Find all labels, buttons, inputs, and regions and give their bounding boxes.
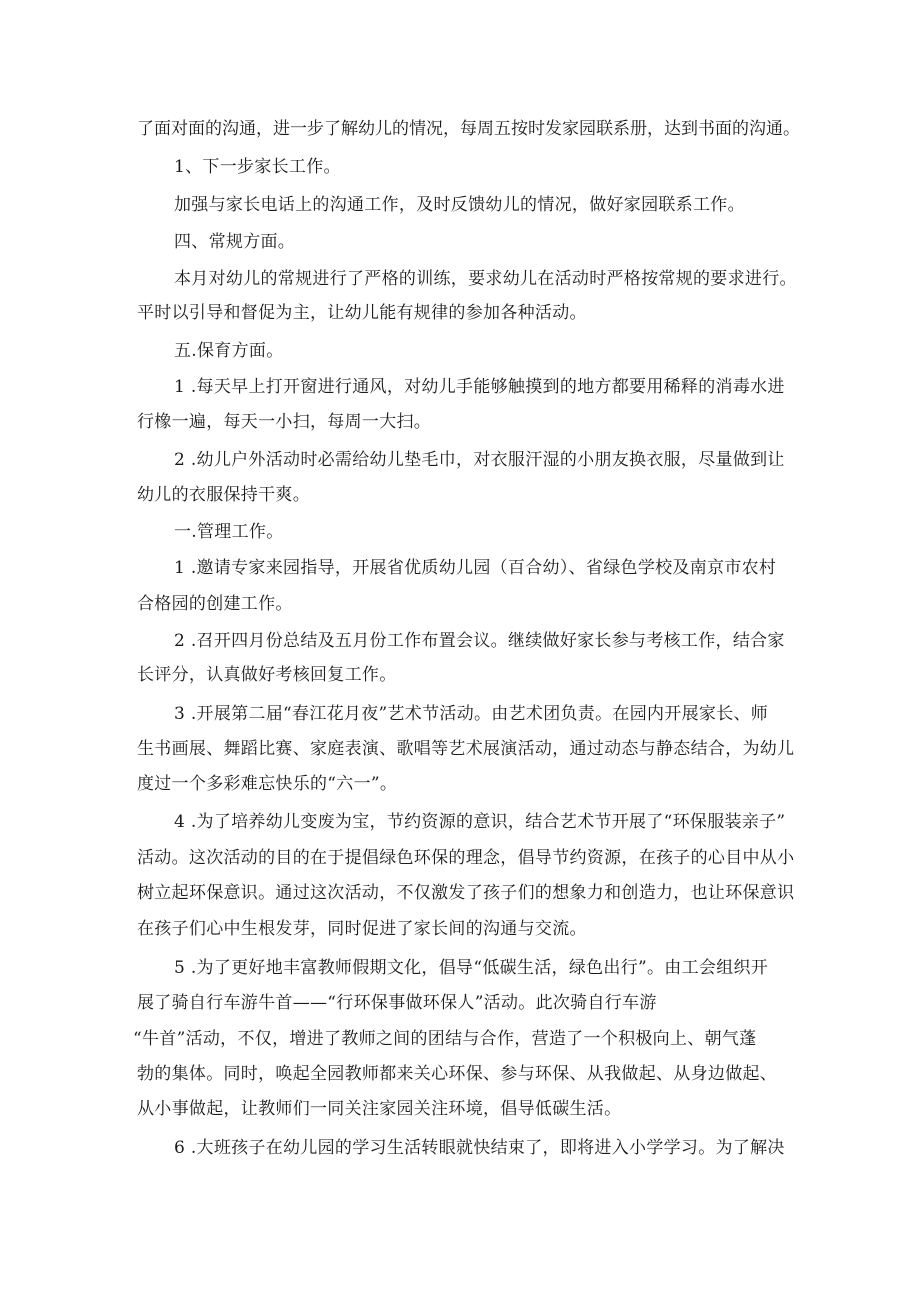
text-line: 幼儿的衣服保持干爽。	[137, 485, 310, 505]
text-line: 本月对幼儿的常规进行了严格的训练，要求幼儿在活动时严格按常规的要求进行。	[174, 269, 797, 289]
text-line: 4 .为了培养幼儿变废为宝，节约资源的意识，结合艺术节开展了“环保服装亲子”	[174, 812, 786, 832]
text-line: 1 .每天早上打开窗进行通风，对幼儿手能够触摸到的地方都要用稀释的消毒水进	[174, 377, 785, 397]
text-line: 2 .召开四月份总结及五月份工作布置会议。继续做好家长参与考核工作，结合家	[174, 631, 785, 651]
text-line: 生书画展、舞蹈比赛、家庭表演、歌唱等艺术展演活动，通过动态与静态结合，为幼儿	[137, 739, 795, 759]
text-line: 树立起环保意识。通过这次活动，不仅激发了孩子们的想象力和创造力，也让环保意识	[137, 883, 795, 903]
text-line: 1、下一步家长工作。	[174, 157, 341, 177]
text-line: “牛首”活动，不仅，增进了教师之间的团结与合作，营造了一个积极向上、朝气蓬	[133, 1029, 757, 1049]
text-line: 合格园的创建工作。	[137, 594, 293, 614]
text-line: 行橡一遍，每天一小扫，每周一大扫。	[137, 412, 432, 432]
text-line: 五.保育方面。	[174, 341, 284, 361]
text-line: 6 .大班孩子在幼儿园的学习生活转眼就快结束了，即将进入小学学习。为了解决	[174, 1138, 785, 1158]
text-line: 展了骑自行车游牛首——“行环保事做环保人”活动。此次骑自行车游	[137, 993, 657, 1013]
text-line: 加强与家长电话上的沟通工作，及时反馈幼儿的情况，做好家园联系工作。	[174, 195, 745, 215]
text-line: 5 .为了更好地丰富教师假期文化，倡导“低碳生活，绿色出行”。由工会组织开	[174, 958, 769, 978]
text-line: 在孩子们心中生根发芽，同时促进了家长间的沟通与交流。	[137, 919, 587, 939]
text-line: 2 .幼儿户外活动时必需给幼儿垫毛巾，对衣服汗湿的小朋友换衣服，尽量做到让	[174, 450, 785, 470]
text-line: 四、常规方面。	[174, 232, 296, 252]
text-line: 从小事做起，让教师们一同关注家园关注环境，倡导低碳生活。	[137, 1099, 622, 1119]
text-line: 1 .邀请专家来园指导，开展省优质幼儿园（百合幼）、省绿色学校及南京市农村	[174, 558, 777, 578]
text-line: 活动。这次活动的目的在于提倡绿色环保的理念，倡导节约资源，在孩子的心目中从小	[137, 848, 795, 868]
text-line: 度过一个多彩难忘快乐的“六一”。	[137, 774, 398, 794]
text-line: 勃的集体。同时，唤起全园教师都来关心环保、参与环保、从我做起、从身边做起、	[137, 1064, 778, 1084]
text-line: 长评分，认真做好考核回复工作。	[137, 665, 397, 685]
text-line: 平时以引导和督促为主，让幼儿能有规律的参加各种活动。	[137, 303, 587, 323]
text-line: 了面对面的沟通，进一步了解幼儿的情况，每周五按时发家园联系册，达到书面的沟通。	[137, 119, 800, 139]
text-line: 3 .开展第二届“春江花月夜”艺术节活动。由艺术团负责。在园内开展家长、师	[174, 704, 769, 724]
text-line: 一.管理工作。	[174, 522, 284, 542]
